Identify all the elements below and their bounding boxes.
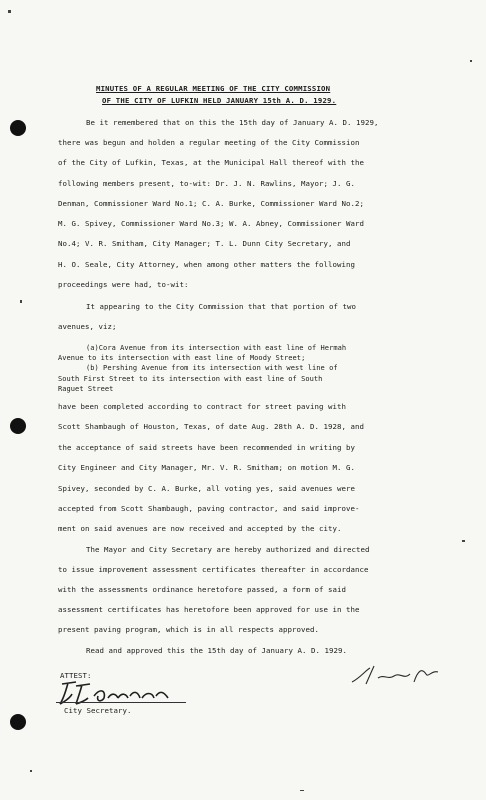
opening-line: Denman, Commissioner Ward No.1; C. A. Burke, Commissioner Ward No.2; (58, 199, 364, 208)
mayor-line: to issue improvement assessment certificates thereafter in accordance (58, 565, 369, 574)
appearing-line: It appearing to the City Commission that that portion of two (86, 302, 356, 311)
mayor-signature (348, 660, 444, 690)
completed-line: Spivey, seconded by C. A. Burke, all voting yes, said avenues were (58, 484, 355, 493)
scan-speck (470, 60, 472, 62)
appearing-line: avenues, viz; (58, 322, 117, 331)
mayor-line: The Mayor and City Secretary are hereby authorized and directed (86, 545, 370, 554)
opening-line: No.4; V. R. Smitham, City Manager; T. L. Dunn City Secretary, and (58, 239, 351, 248)
opening-line: H. O. Seale, City Attorney, when among other matters the following (58, 260, 355, 269)
opening-line: proceedings were had, to-wit: (58, 280, 189, 289)
scan-speck (8, 10, 11, 13)
avenue-line: (b) Pershing Avenue from its intersection with west line of (86, 364, 338, 372)
avenue-line: Raguet Street (58, 385, 114, 393)
scan-speck (20, 300, 22, 303)
completed-line: Scott Shambaugh of Houston, Texas, of date Aug. 28th A. D. 1928, and (58, 422, 364, 431)
completed-line: accepted from Scott Shambaugh, paving contractor, and said improve- (58, 504, 360, 513)
attest-label: ATTEST: (60, 671, 92, 680)
opening-line: following members present, to-wit: Dr. J. N. Rawlins, Mayor; J. G. (58, 179, 355, 188)
opening-line: M. G. Spivey, Commissioner Ward No.3; W. A. Abney, Commissioner Ward (58, 219, 364, 228)
opening-line: of the City of Lufkin, Texas, at the Municipal Hall thereof with the (58, 158, 364, 167)
scan-speck (462, 540, 465, 542)
punch-hole-bottom (10, 714, 26, 730)
completed-line: ment on said avenues are now received and accepted by the city. (58, 524, 342, 533)
secretary-title: City Secretary. (64, 706, 132, 715)
minutes-title-line-1: MINUTES OF A REGULAR MEETING OF THE CITY COMMISSION (96, 84, 331, 93)
scan-speck (30, 770, 32, 772)
signature-rule (56, 702, 186, 703)
opening-line: Be it remembered that on this the 15th day of January A. D. 1929, (86, 118, 379, 127)
completed-line: have been completed according to contract for street paving with (58, 402, 346, 411)
minutes-title-line-2: OF THE CITY OF LUFKIN HELD JANUARY 15th A. D. 1929. (102, 96, 337, 105)
completed-line: City Engineer and City Manager, Mr. V. R. Smitham; on motion M. G. (58, 463, 355, 472)
punch-hole-top (10, 120, 26, 136)
mayor-line: present paving program, which is in all respects approved. (58, 625, 319, 634)
avenue-line: Avenue to its intersection with east line of Moody Street; (58, 354, 306, 362)
avenue-line: (a)Cora Avenue from its intersection with east line of Hermah (86, 344, 347, 352)
mayor-line: with the assessments ordinance heretofore passed, a form of said (58, 585, 346, 594)
read-approved-line: Read and approved this the 15th day of January A. D. 1929. (86, 646, 347, 655)
opening-line: there was begun and holden a regular meeting of the City Commission (58, 138, 360, 147)
mayor-line: assessment certificates has heretofore been approved for use in the (58, 605, 360, 614)
punch-hole-middle (10, 418, 26, 434)
city-secretary-signature (56, 678, 186, 708)
avenue-line: South First Street to its intersection with east line of South (58, 375, 323, 383)
completed-line: the acceptance of said streets have been recommended in writing by (58, 443, 355, 452)
scan-speck (300, 790, 304, 791)
